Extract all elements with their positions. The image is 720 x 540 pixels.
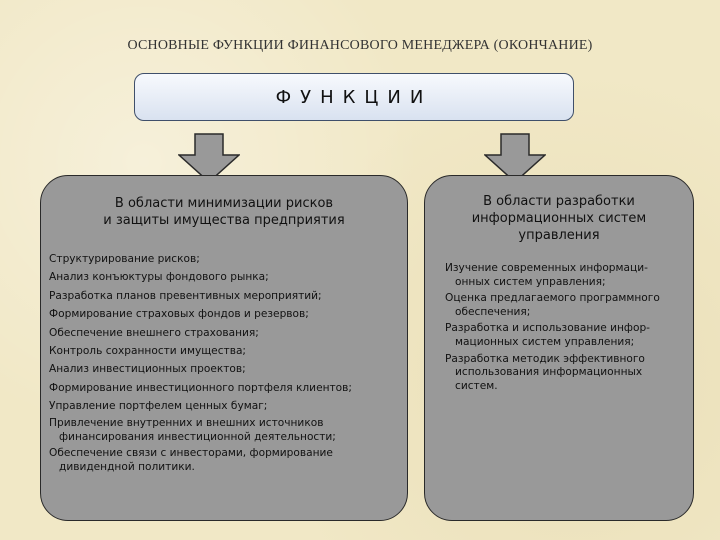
list-item: Привлечение внутренних и внешних источников финансирования инвестиционной деятельности; (49, 416, 336, 443)
list-item: Формирование страховых фондов и резервов; (49, 308, 309, 321)
list-item: Разработка и использование инфор- мационных систем управления; (445, 322, 651, 348)
risk-functions-list (41, 250, 407, 474)
list-item: Анализ инвестиционных проектов; (49, 363, 246, 376)
functions-box: ФУНКЦИИ (134, 73, 574, 121)
list-item: Управление портфелем ценных бумаг; (49, 400, 268, 413)
info-functions-list (425, 262, 693, 393)
list-item: Обеспечение связи с инвесторами, формирование дивидендной политики. (49, 446, 333, 473)
list-item: Оценка предлагаемого программного обеспечения; (445, 292, 660, 318)
list-item: Контроль сохранности имущества; (49, 345, 247, 358)
list-item: Структурирование рисков; (49, 253, 200, 265)
list-item: Изучение современных информаци- онных систем управления; (445, 262, 648, 288)
list-item: Обеспечение внешнего страхования; (49, 326, 259, 339)
slide-title: ОСНОВНЫЕ ФУНКЦИИ ФИНАНСОВОГО МЕНЕДЖЕРА (ОКОНЧАНИЕ) (127, 38, 593, 53)
list-item: Разработка методик эффективного использования информационных систем. (445, 352, 645, 392)
info-panel-heading: В области разработки информационных систем управления (471, 194, 647, 243)
risk-panel-heading: В области минимизации рисков и защиты имущества предприятия (103, 196, 345, 228)
information-systems-panel (424, 175, 694, 521)
list-item: Разработка планов превентивных мероприятий; (49, 289, 322, 302)
risk-minimization-panel (40, 175, 408, 521)
list-item: Формирование инвестиционного портфеля клиентов; (49, 381, 352, 394)
list-item: Анализ конъюктуры фондового рынка; (49, 271, 269, 284)
